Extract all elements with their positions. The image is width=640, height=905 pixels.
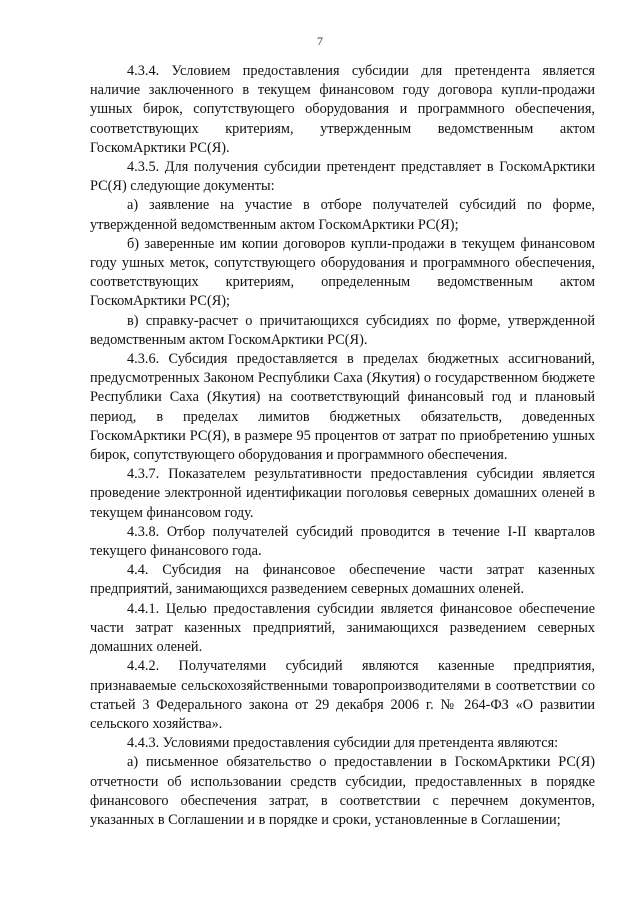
page-number: 7 — [317, 34, 323, 48]
paragraph-4-4-1: 4.4.1. Целью предоставления субсидии является финансовое обеспечение части затрат казенных предприятий, занимающихся разведением северных домашних оленей. — [90, 600, 595, 656]
paragraph-4-4-3: 4.4.3. Условиями предоставления субсидии для претендента являются: — [127, 735, 559, 752]
list-item-a: а) заявление на участие в отборе получателей субсидий по форме, утвержденной ведомственным актом ГоскомАрктики РС(Я); — [90, 197, 595, 233]
paragraph-4-3-5: 4.3.5. Для получения субсидии претендент представляет в ГоскомАрктики РС(Я) следующие документы: — [90, 159, 595, 195]
list-item-v: в) справку-расчет о причитающихся субсидиях по форме, утвержденной ведомственным актом ГоскомАрктики РС(Я). — [90, 312, 595, 348]
paragraph-4-3-8: 4.3.8. Отбор получателей субсидий проводится в течение I-II кварталов текущего финансового года. — [90, 523, 595, 560]
document-body — [90, 62, 595, 830]
paragraph-4-4-2: 4.4.2. Получателями субсидий являются казенные предприятия, признаваемые сельскохозяйственными товаропроизводителями в соответствии со статьей 3 Федерального закона от 29 декабря 2006 г. № 264-ФЗ «О развитии сельского хозяйства». — [90, 658, 595, 732]
paragraph-4-3-6: 4.3.6. Субсидия предоставляется в пределах бюджетных ассигнований, предусмотренных Законом Республики Саха (Якутия) о государственном бюджете Республики Саха (Якутия) на соответствующий финансовый год и плановый период, в пределах лимитов бюджетных обязательств, доведенных ГоскомАрктики РС(Я), в размере 95 процентов от затрат по приобретению ушных бирок, сопутствующего оборудования и программного обеспечения. — [90, 351, 595, 464]
paragraph-4-4: 4.4. Субсидия на финансовое обеспечение части затрат казенных предприятий, занимающихся разведением северных домашних оленей. — [90, 562, 595, 598]
paragraph-4-3-4: 4.3.4. Условием предоставления субсидии для претендента является наличие заключенного в текущем финансовом году договора купли-продажи ушных бирок, сопутствующего оборудования и программного обеспечения, соответствующих критериям, утвержденным ведомственным актом ГоскомАрктики РС(Я). — [90, 63, 595, 156]
list-item-a-obligation: а) письменное обязательство о предоставлении в ГоскомАрктики РС(Я) отчетности об использовании средств субсидии, предоставленных в порядке финансового обеспечения затрат, в соответствии с перечнем документов, указанных в Соглашении и в порядке и сроки, установленные в Соглашении; — [90, 754, 595, 828]
paragraph-4-3-7: 4.3.7. Показателем результативности предоставления субсидии является проведение электронной идентификации поголовья северных домашних оленей в текущем финансовом году. — [90, 466, 595, 521]
list-item-b: б) заверенные им копии договоров купли-продажи в текущем финансовом году ушных меток, сопутствующего оборудования и программного обеспечения, соответствующих критериям, определенным ведомственным актом ГоскомАрктики РС(Я); — [90, 235, 595, 310]
